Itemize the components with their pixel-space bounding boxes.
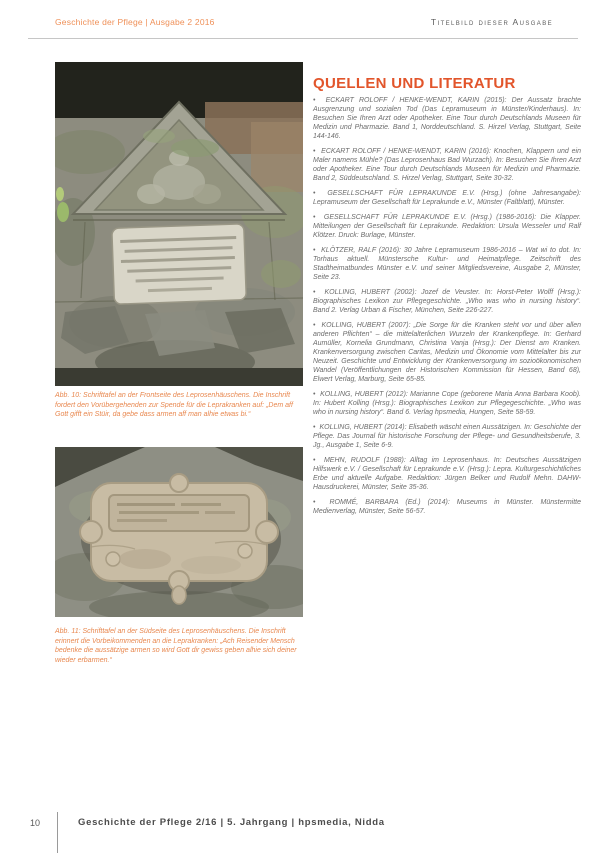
literature-entry: • GESELLSCHAFT FÜR LEPRAKUNDE E.V. (Hrsg.) (1986-2016): Die Klapper. Mitteilungen der Gesellschaft für Leprakunde. Redaktion: Ursula Wesseler und Ralf Klötzer. Druck: Burlage, Münster.	[313, 213, 581, 240]
header-section-label: Titelbild dieser Ausgabe	[430, 17, 553, 27]
figure-abb-10-photo	[55, 62, 303, 386]
leprosenhaus-front-photo	[55, 62, 303, 386]
footer-journal-line: Geschichte der Pflege 2/16 | 5. Jahrgang | hpsmedia, Nidda	[78, 817, 385, 828]
literature-entry: • KLÖTZER, RALF (2016): 30 Jahre Lepramuseum 1986-2016 – Wat wi to dot. In: Torhaus aktuell. Münstersche Kultur- und Heimatpflege. Zeitschrift des Stadtheimatbundes Münster e.V. und seiner Mitgliedsvereine, Ausgabe 2, Münster, Seite 23.	[313, 246, 581, 282]
literature-heading: QUELLEN UND LITERATUR	[313, 75, 516, 92]
figure-abb-11-caption: Abb. 11: Schrifttafel an der Südseite des Leprosenhäuschens. Die Inschrift erinnert die Vorbeikommenden an die Leprakranken: „Ach Reisender Mensch bedenke die aussätzige armen so wird Gott dir gewiss geben alhie sich deiner wieder erbarmen.“	[55, 628, 297, 664]
leprosenhaus-south-photo	[55, 447, 303, 617]
literature-entry: • MEHN, RUDOLF (1988): Alltag im Leprosenhaus. In: Deutsches Aussätzigen Hilfswerk e.V. / Gesellschaft für Leprakunde e.V. (Hrsg.): Lepra. Kulturgeschichtliches Erbe und aktuelle Aufgabe. Redaktion: Jürgen Belker und Rudolf Mehn. DAHW-Hausdruckerei, Münster, Seite 35-36.	[313, 456, 581, 492]
literature-entry: • GESELLSCHAFT FÜR LEPRAKUNDE E.V. (Hrsg.) (ohne Jahresangabe): Lepramuseum der Gesellschaft für Leprakunde e.V., Münster (Faltblatt), Münster.	[313, 189, 581, 207]
literature-entry: • ECKART ROLOFF / HENKE-WENDT, KARIN (2015): Der Aussatz brachte Ausgrenzung und sozialen Tod (Das Lepramuseum in Münster/Kinderhaus). In: Besuchen Sie Ihren Arzt oder Apotheker. Eine Tour durch Deutschlands Museen für Medizin und Pharmazie. Band 1, Norddeutschland. S. Hirzel Verlag, Stuttgart, Seite 144-146.	[313, 96, 581, 141]
literature-entry: • ECKART ROLOFF / HENKE-WENDT, KARIN (2016): Knochen, Klappern und ein Maler namens Mühle? (Das Leprosenhaus Bad Wurzach). In: Besuchen Sie Ihren Arzt oder Apotheker. Eine Tour durch Deutschlands Museen für Medizin und Pharmazie. Band 2, Süddeutschland. S. Hirzel Verlag, Stuttgart, Seite 30-32.	[313, 147, 581, 183]
literature-entry: • KOLLING, HUBERT (2012): Marianne Cope (geborene Maria Anna Barbara Koob). In: Hubert Kolling (Hrsg.): Biographisches Lexikon zur Pflegegeschichte. „Who was who in nursing history“. Band 6. Verlag hpsmedia, Hungen, Seite 58-59.	[313, 390, 581, 417]
figure-abb-11-photo	[55, 447, 303, 617]
header-rule	[28, 38, 578, 39]
footer-divider	[57, 812, 58, 853]
literature-list	[313, 96, 581, 522]
journal-header-title: Geschichte der Pflege | Ausgabe 2 2016	[55, 17, 215, 27]
page-number: 10	[30, 818, 41, 828]
literature-entry: • ROMMÉ, BARBARA (Ed.) (2014): Museums in Münster. Münstermitte Medienverlag, Münster, Seite 56-57.	[313, 498, 581, 516]
literature-entry: • KOLLING, HUBERT (2014): Elisabeth wäscht einen Aussätzigen. In: Geschichte der Pflege. Das Journal für historische Forschung der Pflege- und Gesundheitsberufe, 3. Jg., Ausgabe 1, Seite 6-9.	[313, 423, 581, 450]
figure-abb-10-caption: Abb. 10: Schrifttafel an der Frontseite des Leprosenhäuschens. Die Inschrift fordert den Vorübergehenden zur Spende für die Leprakranken auf: „Dem aff Gott gifft ein Stüir, da gebe dass armen aff man alhie etwas bi.“	[55, 392, 293, 419]
literature-entry: • KOLLING, HUBERT (2002): Jozef de Veuster. In: Horst-Peter Wolff (Hrsg.): Biographisches Lexikon zur Pflegegeschichte. „Who was who in nursing history“. Band 2. Verlag Urban & Fischer, München, Seite 226-227.	[313, 288, 581, 315]
literature-entry: • KOLLING, HUBERT (2007): „Die Sorge für die Kranken steht vor und über allen anderen Pflichten“ – die mittelalterlichen Wurzeln der Krankenpflege. In: Gerhard Aumüller, Kornelia Grundmann, Christina Vanja (Hrsg.): Der Dienst am Kranken. Krankenversorgung zwischen Caritas, Medizin und Ökonomie vom Mittelalter bis zur Neuzeit. Geschichte und Entwicklung der Krankenversorgung im sozioökonomischen Wandel (Veröffentlichungen der Historischen Kommission für Hessen, Band 68), Elwert Verlag, Marburg, Seite 65-85.	[313, 321, 581, 384]
